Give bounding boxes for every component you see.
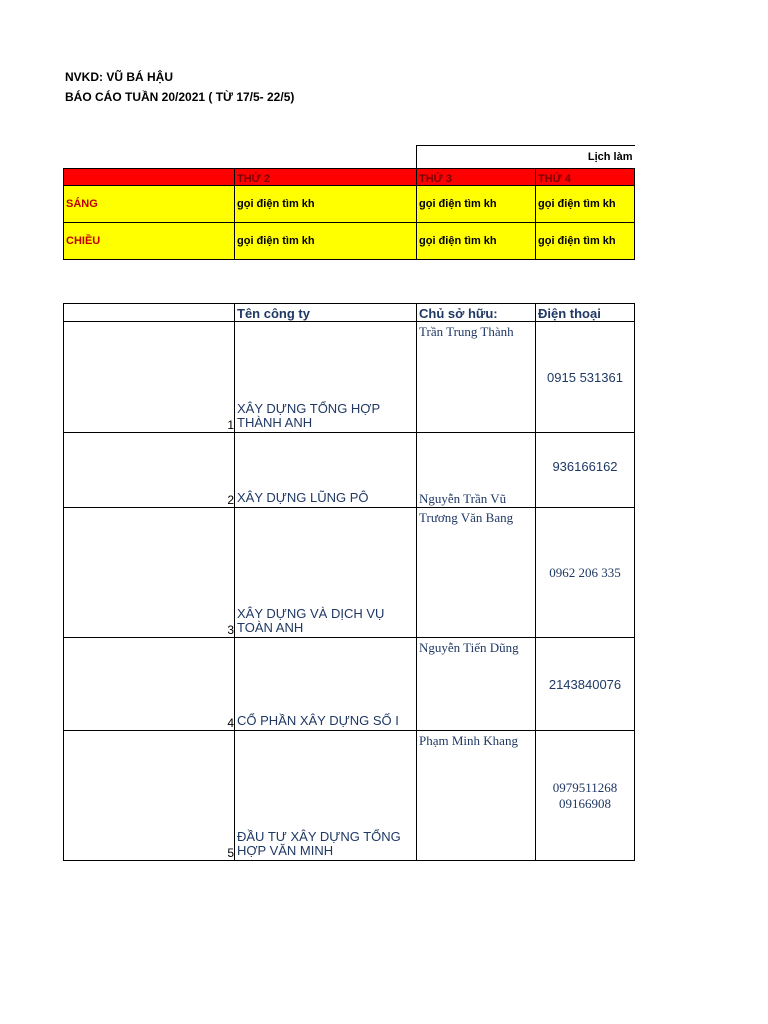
- schedule-title: Lịch làm: [417, 146, 635, 169]
- header-phone: Điện thoại: [536, 304, 635, 322]
- company-name: XÂY DỰNG TỔNG HỢP THÀNH ANH: [235, 322, 417, 433]
- table-row: [64, 508, 635, 638]
- schedule-table: [63, 145, 635, 260]
- day-header-tue: THỨ 3: [417, 169, 536, 186]
- row-number: 3: [64, 508, 235, 638]
- day-header-mon: THỨ 2: [235, 169, 417, 186]
- company-name: XÂY DỰNG LŨNG PÔ: [235, 433, 417, 508]
- row-number: 2: [64, 433, 235, 508]
- owner-name: Trương Văn Bang: [417, 508, 536, 638]
- company-name: ĐẦU TƯ XÂY DỰNG TỔNG HỢP VĂN MINH: [235, 731, 417, 861]
- day-header-wed: THỨ 4: [536, 169, 635, 186]
- row-number: 5: [64, 731, 235, 861]
- table-row: [64, 638, 635, 731]
- slot-afternoon-label: CHIỀU: [64, 223, 235, 260]
- header-company-name: Tên công ty: [235, 304, 417, 322]
- row-number: 1: [64, 322, 235, 433]
- company-name: XÂY DỰNG VÀ DỊCH VỤ TOÀN ANH: [235, 508, 417, 638]
- header-owner: Chủ sở hữu:: [417, 304, 536, 322]
- schedule-spacer: [64, 146, 235, 169]
- row-number: 4: [64, 638, 235, 731]
- header-blank: [64, 304, 235, 322]
- table-row: [64, 322, 635, 433]
- schedule-spacer: [235, 146, 417, 169]
- company-name: CỔ PHẦN XÂY DỰNG SỐ I: [235, 638, 417, 731]
- slot-cell: gọi điện tìm kh: [536, 186, 635, 223]
- phone-number: 2143840076: [536, 638, 635, 731]
- slot-cell: gọi điện tìm kh: [235, 223, 417, 260]
- report-title: BÁO CÁO TUẦN 20/2021 ( TỪ 17/5- 22/5): [65, 90, 295, 104]
- companies-table: [63, 303, 635, 861]
- day-header-blank: [64, 169, 235, 186]
- phone-number: 936166162: [536, 433, 635, 508]
- owner-name: Nguyễn Trần Vũ: [417, 433, 536, 508]
- slot-cell: gọi điện tìm kh: [536, 223, 635, 260]
- phone-number: 0915 531361: [536, 322, 635, 433]
- owner-name: Nguyễn Tiến Dũng: [417, 638, 536, 731]
- phone-number: 0962 206 335: [536, 508, 635, 638]
- table-row: [64, 731, 635, 861]
- slot-cell: gọi điện tìm kh: [417, 186, 536, 223]
- phone-number: 0979511268 09166908: [536, 731, 635, 861]
- slot-morning-label: SÁNG: [64, 186, 235, 223]
- salesperson-line: NVKD: VŨ BÁ HẬU: [65, 70, 173, 84]
- owner-name: Trần Trung Thành: [417, 322, 536, 433]
- table-row: [64, 433, 635, 508]
- owner-name: Phạm Minh Khang: [417, 731, 536, 861]
- slot-cell: gọi điện tìm kh: [235, 186, 417, 223]
- slot-cell: gọi điện tìm kh: [417, 223, 536, 260]
